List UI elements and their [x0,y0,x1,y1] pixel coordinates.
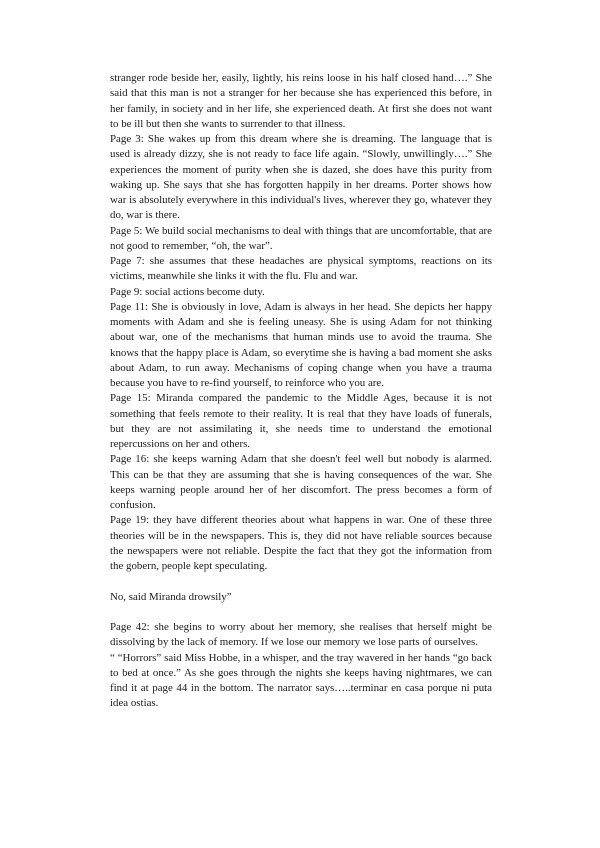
paragraph-page-5: Page 5: We build social mechanisms to deal with things that are uncomfortable, that are not good to remember, “oh, the war”. [110,224,492,252]
document-page [110,71,492,712]
paragraph-quote-miranda: No, said Miranda drowsily” [110,590,232,603]
paragraph-page-11: Page 11: She is obviously in love, Adam is always in her head. She depicts her happy moments with Adam and she is feeling uneasy. She is using Adam for not thinking about war, one of the mechanisms that human minds use to avoid the trauma. She knows that the happy place is Adam, so everytime she is having a bad moment she asks about Adam, to run away. Mechanisms of coping change when you have a trauma because you have to re-find yourself, to reinforce who you are. [110,300,492,389]
paragraph-page-9: Page 9: social actions become duty. [110,285,265,298]
paragraph-page-3: Page 3: She wakes up from this dream where she is dreaming. The language that is used is already dizzy, she is not ready to face life again. “Slowly, unwillingly….” She experiences the moment of purity when she is dazed, she does have this purity from waking up. She says that she has forgotten happily in her dreams. Porter shows how war is absolutely everywhere in this individual's lives, wherever they go, whatever they do, war is there. [110,133,492,222]
paragraph-page-42: Page 42: she begins to worry about her memory, she realises that herself might be dissolving by the lack of memory. If we lose our memory we lose parts of ourselves. [110,621,492,649]
paragraph-horrors-quote: “ “Horrors” said Miss Hobbe, in a whisper, and the tray wavered in her hands “go back to bed at once.” As she goes through the nights she keeps having nightmares, we can find it at page 44 in the bottom. The narrator says…..terminar en casa porque ni puta idea ostias. [110,651,492,710]
paragraph-page-16: Page 16: she keeps warning Adam that she doesn't feel well but nobody is alarmed. This can be that they are assuming that she is having consequences of the war. She keeps warning people around her of her discomfort. The press becomes a form of confusion. [110,453,492,511]
paragraph-page-7: Page 7: she assumes that these headaches are physical symptoms, reactions on its victims, meanwhile she links it with the flu. Flu and war. [110,255,492,283]
blank-line [110,574,492,589]
blank-line [110,605,492,620]
paragraph-dream-stranger: stranger rode beside her, easily, lightly, his reins loose in his half closed hand….” She said that this man is not a stranger for her because she has experienced this before, in her family, in society and in her life, she experienced death. At first she does not want to be ill but then she wants to surrender to that illness. [110,72,492,130]
paragraph-page-19: Page 19: they have different theories about what happens in war. One of these three theories will be in the newspapers. This is, they did not have reliable sources because the newspapers were not reliable. Despite the fact that they got the information from the gobern, people kept speculating. [110,514,492,572]
paragraph-page-15: Page 15: Miranda compared the pandemic to the Middle Ages, because it is not something that feels remote to their reality. It is real that they have loads of funerals, but they are not assimilating it, she needs time to understand the emotional repercussions on her and others. [110,392,492,450]
